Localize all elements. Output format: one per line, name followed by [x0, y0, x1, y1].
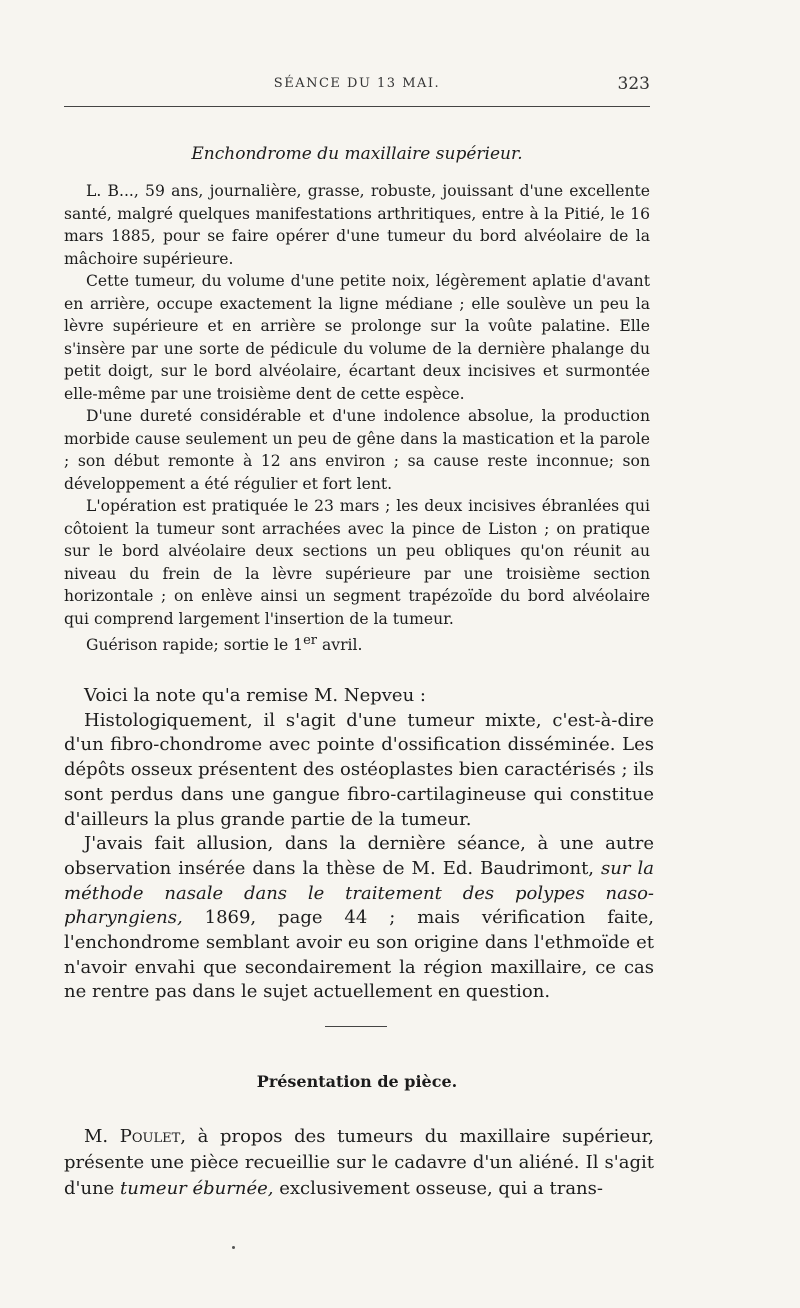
note-text: J'avais fait allusion, dans la dernière séance, à une autre observation insérée dans la thèse de M. Ed. Baudrimont,: [64, 833, 654, 879]
page-header: [64, 74, 650, 98]
case-paragraph: L'opération est pratiquée le 23 mars ; les deux incisives ébranlées qui côtoient la tumeur sont arrachées avec la pince de Liston ; on pratique sur le bord alvéolaire deux sections un peu obliques qu'on réunit au niveau du frein de la lèvre supérieure par une troisième section horizontale ; on enlève ainsi un segment trapézoïde du bord alvéolaire qui comprend largement l'insertion de la tumeur.: [64, 497, 650, 628]
article-title: Enchondrome du maxillaire supérieur.: [191, 144, 523, 164]
ordinal-superscript: er: [303, 633, 318, 648]
page-number: 323: [617, 74, 650, 94]
presenter-prefix: M.: [84, 1126, 120, 1147]
running-head: SÉANCE DU 13 MAI.: [273, 76, 441, 91]
note-paragraph: [64, 832, 654, 1005]
header-rule: [64, 106, 650, 107]
section-title: Présentation de pièce.: [256, 1072, 458, 1091]
note-intro: Voici la note qu'a remise M. Nepveu :: [84, 685, 426, 706]
case-paragraph: L. B..., 59 ans, journalière, grasse, robuste, jouissant d'une excellente santé, malgré quelques manifestations arthritiques, entre à la Pitié, le 16 mars 1885, pour se faire opérer d'une tumeur du bord alvéolaire de la mâchoire supérieure.: [64, 182, 650, 268]
presentation-text-end: exclusivement osseuse, qui a trans-: [273, 1178, 603, 1199]
case-paragraph: Cette tumeur, du volume d'une petite noix, légèrement aplatie d'avant en arrière, occupe exactement la ligne médiane ; elle soulève un peu la lèvre supérieure et en arrière se prolonge sur la voûte palatine. Elle s'insère par une sorte de pédicule du volume de la dernière phalange du petit doigt, sur le bord alvéolaire, écartant deux incisives et surmontée elle-même par une troisième dent de cette espèce.: [64, 272, 650, 403]
outcome-text-end: avril.: [317, 636, 363, 655]
note-text-end: 1869, page 44 ; mais vérification faite, l'enchondrome semblant avoir eu son origine dans l'ethmoïde et n'avoir envahi que secondairement la région maxillaire, ce cas ne rentre pas dans le sujet actuellement en question.: [64, 907, 654, 1003]
nepveu-note: [64, 684, 654, 1005]
tumor-type: tumeur éburnée,: [120, 1178, 274, 1199]
presenter-name: Poulet: [119, 1126, 181, 1147]
case-paragraph: D'une dureté considérable et d'une indolence absolue, la production morbide cause seulement un peu de gêne dans la mastication et la parole ; son début remonte à 12 ans environ ; sa cause reste inconnue; son développement a été régulier et fort lent.: [64, 407, 650, 493]
outcome-text: Guérison rapide; sortie le 1: [86, 636, 304, 655]
section-separator: [325, 1026, 387, 1027]
note-paragraph: Histologiquement, il s'agit d'une tumeur mixte, c'est-à-dire d'un fibro-chondrome avec pointe d'ossification disséminée. Les dépôts osseux présentent des ostéoplastes bien caractérisés ; ils sont perdus dans une gangue fibro-cartilagineuse qui constitue d'ailleurs la plus grande partie de la tumeur.: [64, 709, 654, 830]
case-report: [64, 180, 650, 657]
presentation-paragraph: [64, 1124, 654, 1202]
print-speck: [232, 1246, 235, 1249]
thesis-title: sur la méthode nasale dans le traitement des polypes naso-pharyngiens,: [64, 857, 654, 929]
presentation-text: , à propos des tumeurs du maxillaire supérieur, présente une pièce recueillie sur le cadavre d'un aliéné. Il s'agit d'une: [64, 1126, 654, 1199]
case-paragraph: [64, 630, 650, 657]
poulet-presentation: [64, 1124, 654, 1202]
